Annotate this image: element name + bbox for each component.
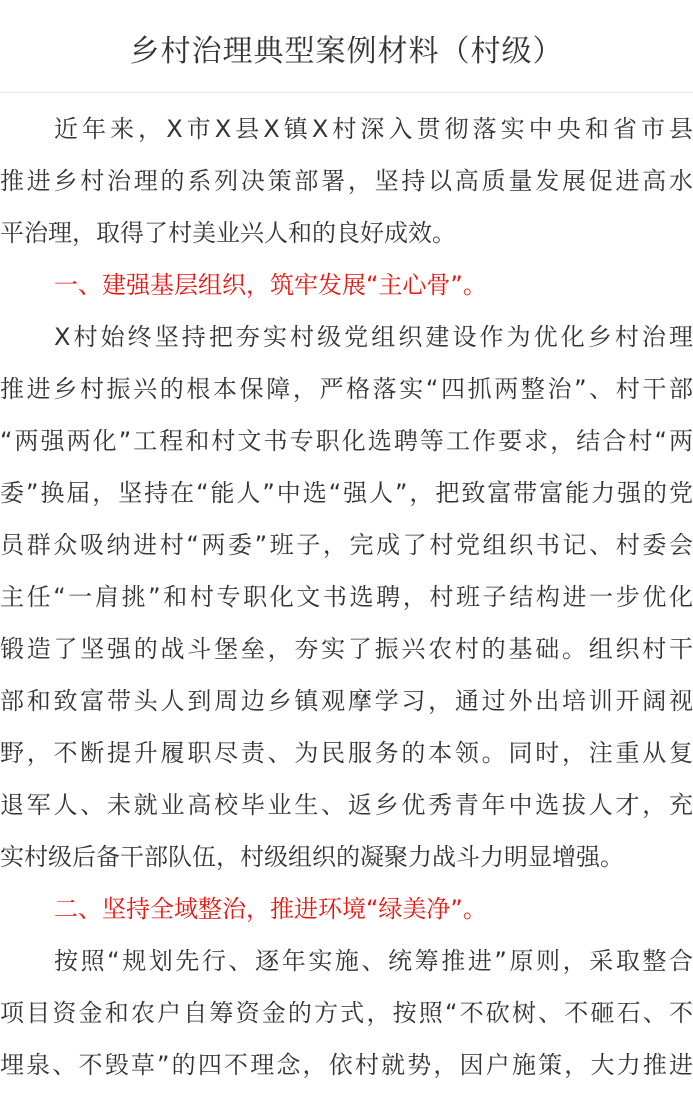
section-heading: 二、坚持全域整治，推进环境“绿美净”。 [54, 895, 487, 923]
title-divider [0, 92, 693, 93]
paragraph-line: 退军人、未就业高校毕业生、返乡优秀青年中选拔人才，充 [0, 791, 693, 819]
paragraph-line: 主任“一肩挑”和村专职化文书选聘，村班子结构进一步优化 [0, 583, 693, 611]
paragraph-line: X村始终坚持把夯实村级党组织建设作为优化乡村治理 [54, 323, 693, 351]
paragraph-line: “两强两化”工程和村文书专职化选聘等工作要求，结合村“两 [0, 427, 693, 455]
paragraph-line: 埋泉、不毁草”的四不理念，依村就势，因户施策，大力推进 [0, 1051, 693, 1079]
document-title: 乡村治理典型案例材料（村级） [129, 34, 564, 69]
paragraph-line: 推进乡村治理的系列决策部署，坚持以高质量发展促进高水 [0, 167, 693, 195]
paragraph-line: 部和致富带头人到周边乡镇观摩学习，通过外出培训开阔视 [0, 687, 693, 715]
paragraph-line: 项目资金和农户自筹资金的方式，按照“不砍树、不砸石、不 [0, 999, 693, 1027]
paragraph-line: 按照“规划先行、逐年实施、统筹推进”原则，采取整合 [54, 947, 693, 975]
paragraph-line: 员群众吸纳进村“两委”班子，完成了村党组织书记、村委会 [0, 531, 693, 559]
paragraph-line: 野，不断提升履职尽责、为民服务的本领。同时，注重从复 [0, 739, 693, 767]
paragraph-line: 近年来，X市X县X镇X村深入贯彻落实中央和省市县 [54, 115, 693, 143]
paragraph-line: 锻造了坚强的战斗堡垒，夯实了振兴农村的基础。组织村干 [0, 635, 693, 663]
paragraph-line: 委”换届，坚持在“能人”中选“强人”，把致富带富能力强的党 [0, 479, 693, 507]
section-heading: 一、建强基层组织，筑牢发展“主心骨”。 [54, 271, 487, 299]
paragraph-line: 实村级后备干部队伍，村级组织的凝聚力战斗力明显增强。 [0, 843, 624, 871]
document-body [0, 103, 693, 1091]
paragraph-line: 平治理，取得了村美业兴人和的良好成效。 [0, 219, 456, 247]
paragraph-line: 推进乡村振兴的根本保障，严格落实“四抓两整治”、村干部 [0, 375, 693, 403]
